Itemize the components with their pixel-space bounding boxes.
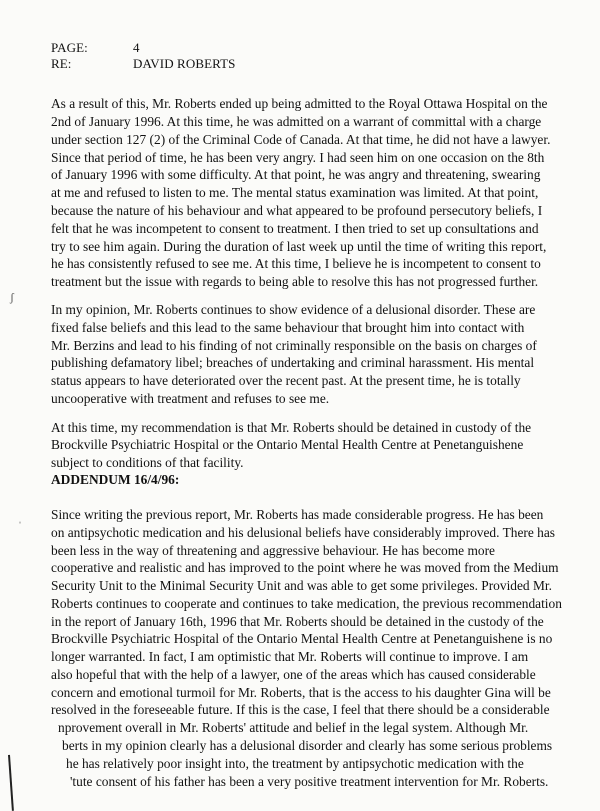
re-value: DAVID ROBERTS <box>133 56 236 71</box>
text-line: try to see him again. During the duration of last week up until the time of writing this report, <box>51 239 547 254</box>
text-line: on antipsychotic medication and his delusional beliefs have considerably improved. There has <box>51 525 555 540</box>
text-line: under section 127 (2) of the Criminal Code of Canada. At that time, he did not have a lawyer. <box>51 132 551 147</box>
text-line: been less in the way of threatening and aggressive behaviour. He has become more <box>51 543 495 558</box>
text-line: Since that period of time, he has been very angry. I had seen him on one occasion on the 8th <box>51 150 545 165</box>
re-label: RE: <box>51 56 72 71</box>
text-line: uncooperative with treatment and refuses to see me. <box>51 391 330 406</box>
text-line: in the report of January 16th, 1996 that Mr. Roberts should be detained in the custody of the <box>51 614 544 629</box>
text-line: also hopeful that with the help of a lawyer, one of the areas which has caused considerable <box>51 667 536 682</box>
page-number: 4 <box>133 40 140 55</box>
text-line: 2nd of January 1996. At this time, he was admitted on a warrant of committal with a charge <box>51 114 542 129</box>
scan-edge-line <box>8 755 14 811</box>
text-line: felt that he was incompetent to consent to treatment. I then tried to set up consultations and <box>51 221 539 236</box>
text-line: he has relatively poor insight into, the treatment by antipsychotic medication with the <box>66 756 524 771</box>
page-number-row <box>51 40 351 55</box>
text-line: longer warranted. In fact, I am optimistic that Mr. Roberts will continue to improve. I am <box>51 649 529 664</box>
text-line: Brockville Psychiatric Hospital of the Ontario Mental Health Centre at Penetanguishene is no <box>51 631 553 646</box>
page-label: PAGE: <box>51 40 88 55</box>
text-line: of January 1996 with some difficulty. At that point, he was angry and threatening, swearing <box>51 167 541 182</box>
text-line: at me and refused to listen to me. The mental status examination was limited. At that point, <box>51 185 539 200</box>
text-line: As a result of this, Mr. Roberts ended up being admitted to the Royal Ottawa Hospital on the <box>51 96 548 111</box>
text-line: status appears to have deteriorated over the recent past. At the present time, he is totally <box>51 373 521 388</box>
text-line: Mr. Berzins and lead to his finding of not criminally responsible on the basis on charges of <box>51 338 537 353</box>
re-row <box>51 56 351 71</box>
text-line: Roberts continues to cooperate and continues to take medication, the previous recommendation <box>51 596 562 611</box>
text-line: publishing defamatory libel; breaches of undertaking and criminal harassment. His mental <box>51 355 535 370</box>
text-line: concern and emotional turmoil for Mr. Roberts, that is the access to his daughter Gina will be <box>51 685 551 700</box>
text-line: subject to conditions of that facility. <box>51 455 244 470</box>
text-line: resolved in the foreseeable future. If this is the case, I feel that there should be a considerable <box>51 702 550 717</box>
scan-speck: ˌ <box>18 510 22 524</box>
page-header <box>51 40 351 74</box>
text-line: cooperative and realistic and has improved to the point where he was moved from the Medium <box>51 560 559 575</box>
text-line: At this time, my recommendation is that Mr. Roberts should be detained in custody of the <box>51 420 532 435</box>
text-line: berts in my opinion clearly has a delusional disorder and clearly has some serious problems <box>62 738 553 753</box>
text-line: In my opinion, Mr. Roberts continues to show evidence of a delusional disorder. These are <box>51 302 536 317</box>
text-line: Since writing the previous report, Mr. Roberts has made considerable progress. He has been <box>51 507 544 522</box>
text-line: nprovement overall in Mr. Roberts' attitude and belief in the legal system. Although Mr. <box>58 720 529 735</box>
text-line: Security Unit to the Minimal Security Unit and was able to get some privileges. Provided Mr. <box>51 578 552 593</box>
text-line: Brockville Psychiatric Hospital or the Ontario Mental Health Centre at Penetanguishene <box>51 437 524 452</box>
text-line: because the nature of his behaviour and what appeared to be profound persecutory beliefs, I <box>51 203 543 218</box>
text-line: treatment but the issue with regards to being able to resolve this has not progressed further. <box>51 274 539 289</box>
text-line: he has consistently refused to see me. At this time, I believe he is incompetent to consent to <box>51 256 541 271</box>
text-line: fixed false beliefs and this lead to the same behaviour that brought him into contact with <box>51 320 525 335</box>
addendum-heading: ADDENDUM 16/4/96: <box>51 472 180 487</box>
text-line: 'tute consent of his father has been a very positive treatment intervention for Mr. Roberts. <box>70 774 549 789</box>
scan-speck: ʃ <box>10 290 14 304</box>
